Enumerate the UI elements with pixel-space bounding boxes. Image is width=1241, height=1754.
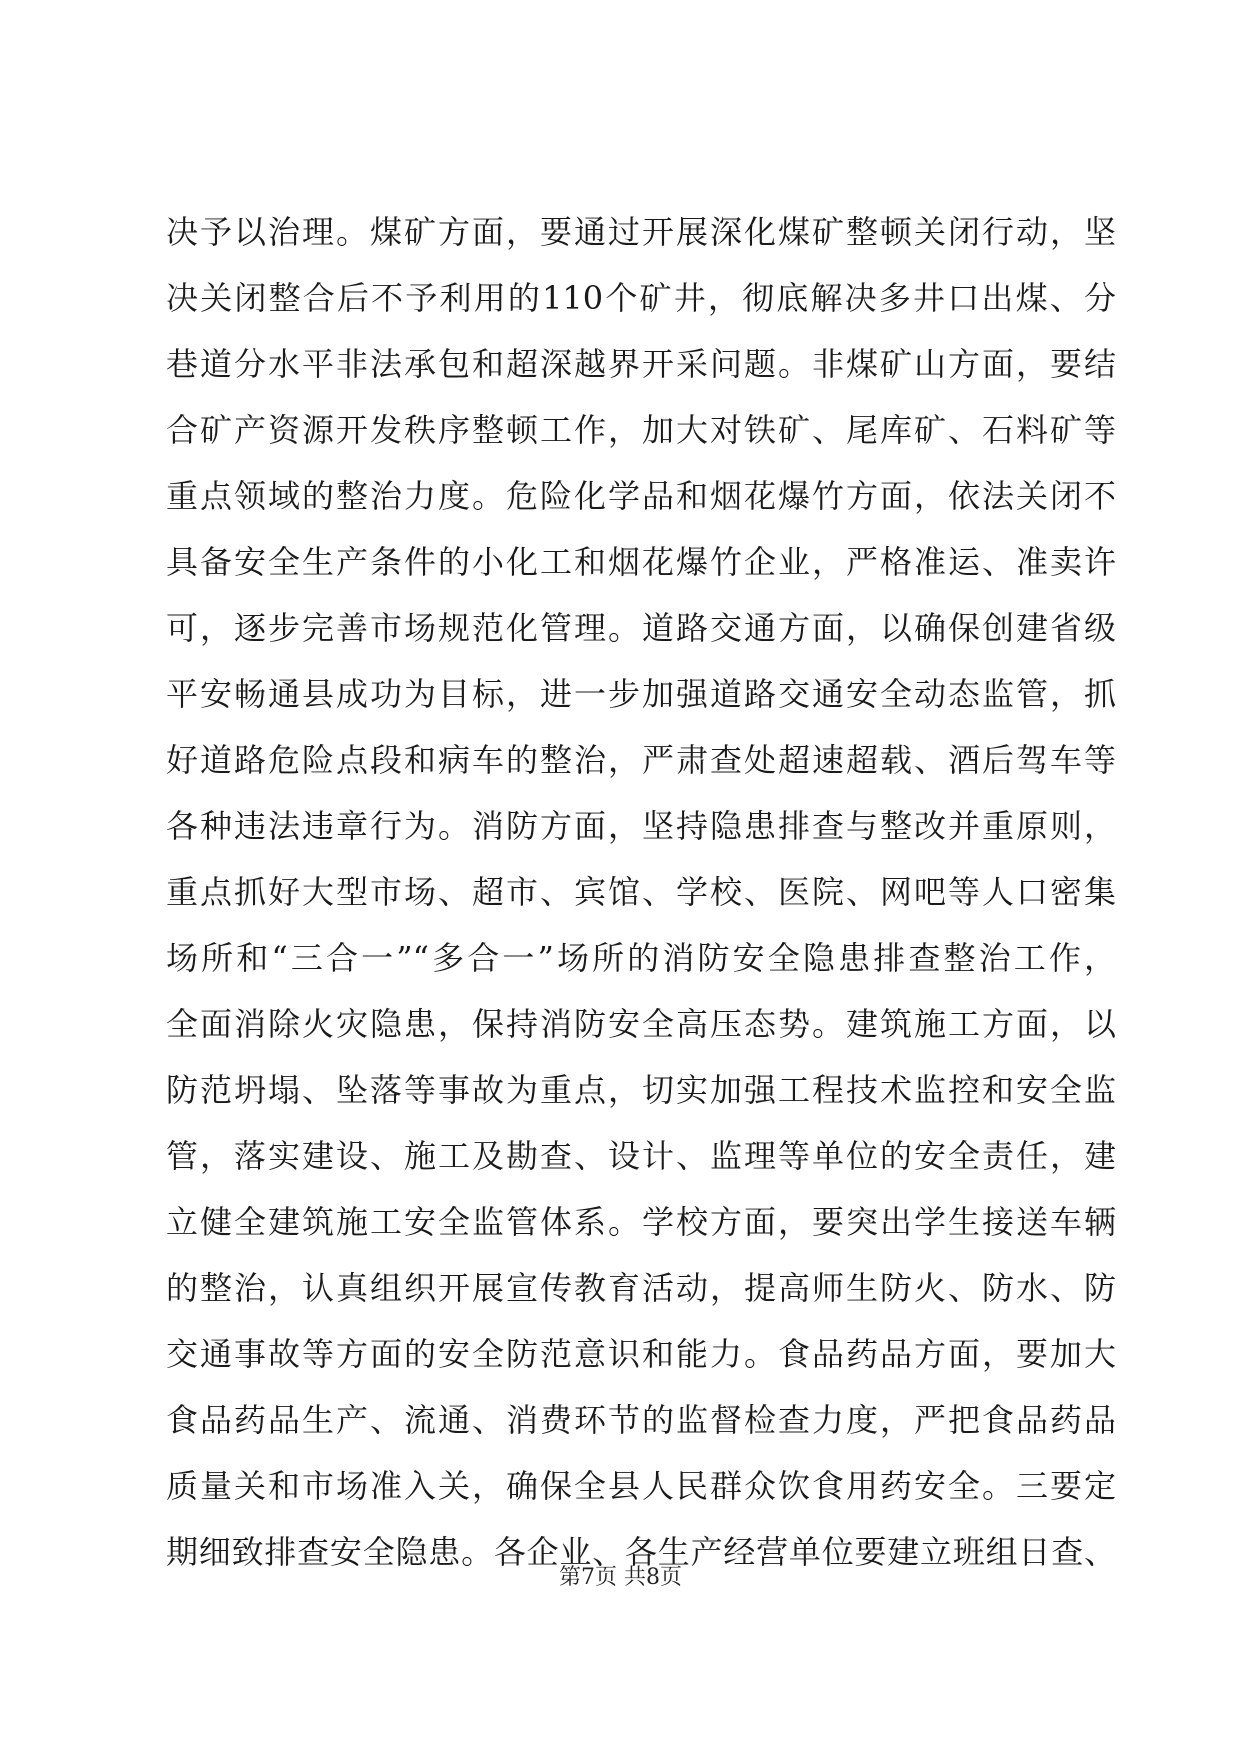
text-line: 质量关和市场准入关，确保全县人民群众饮食用药安全。三要定 <box>166 1467 1116 1505</box>
text-line: 平安畅通县成功为目标，进一步加强道路交通安全动态监管，抓 <box>166 675 1116 713</box>
text-line: 巷道分水平非法承包和超深越界开采问题。非煤矿山方面，要结 <box>166 345 1116 383</box>
text-line: 决予以治理。煤矿方面，要通过开展深化煤矿整顿关闭行动，坚 <box>166 213 1116 251</box>
text-line: 的整治，认真组织开展宣传教育活动，提高师生防火、防水、防 <box>166 1269 1116 1307</box>
text-line: 立健全建筑施工安全监管体系。学校方面，要突出学生接送车辆 <box>166 1203 1116 1241</box>
text-line: 期细致排查安全隐患。各企业、各生产经营单位要建立班组日查、 <box>166 1533 1116 1571</box>
text-line: 合矿产资源开发秩序整顿工作，加大对铁矿、尾库矿、石料矿等 <box>166 411 1116 449</box>
page-number: 第7页 共8页 <box>559 1565 682 1590</box>
text-line: 可，逐步完善市场规范化管理。道路交通方面，以确保创建省级 <box>166 609 1116 647</box>
page-footer <box>0 1558 1241 1598</box>
text-line: 各种违法违章行为。消防方面，坚持隐患排查与整改并重原则， <box>166 807 1116 845</box>
text-line: 食品药品生产、流通、消费环节的监督检查力度，严把食品药品 <box>166 1401 1116 1439</box>
text-line: 交通事故等方面的安全防范意识和能力。食品药品方面，要加大 <box>166 1335 1116 1373</box>
text-line: 全面消除火灾隐患，保持消防安全高压态势。建筑施工方面，以 <box>166 1005 1116 1043</box>
text-line: 具备安全生产条件的小化工和烟花爆竹企业，严格准运、准卖许 <box>166 543 1116 581</box>
text-line: 管，落实建设、施工及勘查、设计、监理等单位的安全责任，建 <box>166 1137 1116 1175</box>
text-line: 好道路危险点段和病车的整治，严肃查处超速超载、酒后驾车等 <box>166 741 1116 779</box>
text-line: 场所和“三合一”“多合一”场所的消防安全隐患排查整治工作， <box>166 939 1116 977</box>
text-line: 重点抓好大型市场、超市、宾馆、学校、医院、网吧等人口密集 <box>166 873 1116 911</box>
text-line: 决关闭整合后不予利用的110个矿井，彻底解决多井口出煤、分 <box>166 279 1116 317</box>
text-line: 重点领域的整治力度。危险化学品和烟花爆竹方面，依法关闭不 <box>166 477 1116 515</box>
text-line: 防范坍塌、坠落等事故为重点，切实加强工程技术监控和安全监 <box>166 1071 1116 1109</box>
